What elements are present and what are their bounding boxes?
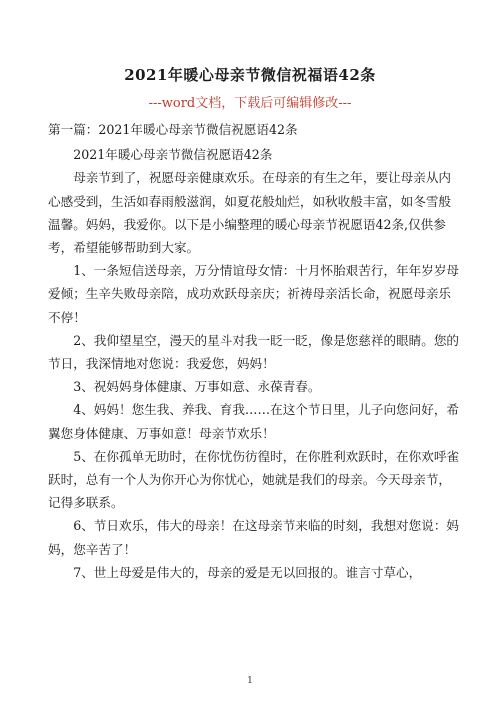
paragraph-5: 5、在你孤单无助时，在你忧伤彷徨时，在你胜利欢跃时，在你欢呼雀跃时，总有一个人为你开心为你忧心，她就是我们的母亲。今天母亲节，记得多联系。 — [48, 448, 460, 511]
paragraph-2: 2、我仰望星空，漫天的星斗对我一眨一眨，像是您慈祥的眼睛。您的节日，我深情地对您说：我爱您，妈妈！ — [48, 332, 460, 372]
paragraph-1: 1、一条短信送母亲，万分情谊母女情：十月怀胎艰苦行，年年岁岁母爱倾；生辛失败母亲陪，成功欢跃母亲庆；祈祷母亲活长命，祝愿母亲乐不停！ — [48, 263, 460, 325]
paragraph-3: 3、祝妈妈身体健康、万事如意、永葆青春。 — [73, 379, 321, 395]
section-title: 2021年暖心母亲节微信祝愿语42条 — [73, 147, 273, 163]
page-number: 1 — [247, 676, 253, 686]
paragraph-intro: 母亲节到了，祝愿母亲健康欢乐。在母亲的有生之年，要让母亲从内心感受到，生活如春雨般滋润，如夏花般灿烂，如秋收般丰富，如冬雪般温馨。妈妈，我爱你。以下是小编整理的暖心母亲节祝愿语42条,仅供参考，希望能够帮助到大家。 — [48, 170, 451, 256]
document-subtitle: ---word文档，下载后可编辑修改--- — [148, 96, 352, 111]
paragraph-4: 4、妈妈！您生我、养我、育我……在这个节日里，儿子向您问好，希翼您身体健康、万事如意！母亲节欢乐！ — [48, 402, 460, 441]
paragraph-7: 7、世上母爱是伟大的，母亲的爱是无以回报的。谁言寸草心， — [73, 564, 422, 580]
part-heading: 第一篇：2021年暖心母亲节微信祝愿语42条 — [48, 122, 298, 137]
document-title: 2021年暖心母亲节微信祝福语42条 — [124, 66, 376, 84]
document-body — [48, 118, 460, 584]
paragraph-6: 6、节日欢乐，伟大的母亲！在这母亲节来临的时刻，我想对您说：妈妈，您辛苦了！ — [48, 518, 460, 557]
